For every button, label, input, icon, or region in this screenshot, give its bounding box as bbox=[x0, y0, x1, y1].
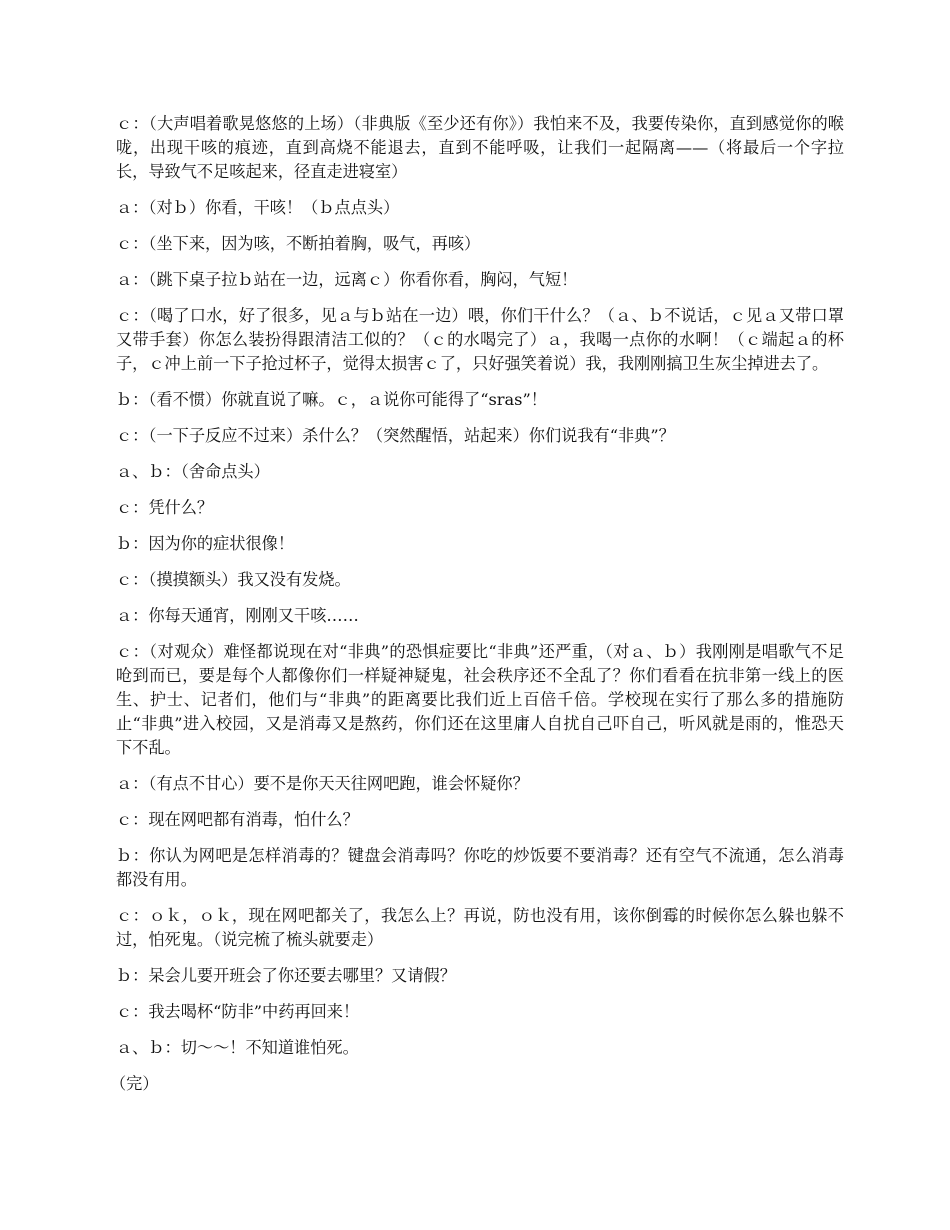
ending-marker: （完） bbox=[110, 1074, 159, 1093]
paragraph: ｃ：（一下子反应不过来）杀什么？（突然醒悟，站起来）你们说我有“非典”？ bbox=[116, 426, 675, 445]
document-body bbox=[110, 112, 844, 1108]
paragraph: ｃ：凭什么？ bbox=[116, 498, 214, 517]
paragraph: ａ、ｂ：（舍命点头） bbox=[116, 462, 270, 481]
paragraph: ａ：（对ｂ）你看，干咳！（ｂ点点头） bbox=[116, 198, 400, 217]
paragraph: ｂ：（看不惯）你就直说了嘛。ｃ，ａ说你可能得了“sras”！ bbox=[116, 390, 547, 409]
paragraph: ｃ：（大声唱着歌晃悠悠的上场）（非典版《至少还有你》）我怕来不及，我要传染你，直到感觉你的喉咙，出现干咳的痕迹，直到高烧不能退去，直到不能呼吸，让我们一起隔离——（将最后一个字拉长，导致气不足咳起来，径直走进寝室） bbox=[116, 114, 844, 181]
paragraph: ｃ：（喝了口水，好了很多，见ａ与ｂ站在一边）喂，你们干什么？（ａ、ｂ不说话，ｃ见ａ又带口罩又带手套）你怎么装扮得跟清洁工似的？（ｃ的水喝完了）ａ，我喝一点你的水啊！（ｃ端起ａ的杯子，ｃ冲上前一下子抢过杯子，觉得太损害ｃ了，只好强笑着说）我，我刚刚搞卫生灰尘掉进去了。 bbox=[116, 306, 844, 373]
paragraph: ｃ：ｏｋ，ｏｋ，现在网吧都关了，我怎么上？再说，防也没有用，该你倒霉的时候你怎么躲也躲不过，怕死鬼。（说完梳了梳头就要走） bbox=[116, 906, 844, 949]
paragraph: ｂ：呆会儿要开班会了你还要去哪里？又请假？ bbox=[116, 966, 456, 985]
paragraph: ｂ：因为你的症状很像！ bbox=[116, 534, 295, 553]
paragraph: ｂ：你认为网吧是怎样消毒的？键盘会消毒吗？你吃的炒饭要不要消毒？还有空气不流通，怎么消毒都没有用。 bbox=[116, 846, 844, 889]
paragraph: ａ、ｂ：切～～！不知道谁怕死。 bbox=[116, 1038, 359, 1057]
paragraph: ｃ：（对观众）难怪都说现在对“非典”的恐惧症要比“非典”还严重，（对ａ、ｂ）我刚刚是唱歌气不足呛到而已，要是每个人都像你们一样疑神疑鬼，社会秩序还不全乱了？你们看看在抗非第一线上的医生、护士、记者们，他们与“非典”的距离要比我们近上百倍千倍。学校现在实行了那么多的措施防止“非典”进入校园，又是消毒又是熬药，你们还在这里庸人自扰自己吓自己，听风就是雨的，惟恐天下不乱。 bbox=[116, 642, 844, 757]
paragraph: ａ：（有点不甘心）要不是你天天往网吧跑，谁会怀疑你？ bbox=[116, 774, 529, 793]
paragraph: ａ：（跳下桌子拉ｂ站在一边，远离ｃ）你看你看，胸闷，气短！ bbox=[116, 270, 578, 289]
paragraph: ｃ：（摸摸额头）我又没有发烧。 bbox=[116, 570, 351, 589]
paragraph: ｃ：现在网吧都有消毒，怕什么？ bbox=[116, 810, 359, 829]
paragraph: ｃ：我去喝杯“防非”中药再回来！ bbox=[116, 1002, 360, 1021]
paragraph: ｃ：（坐下来，因为咳，不断拍着胸，吸气，再咳） bbox=[116, 234, 481, 253]
paragraph: ａ：你每天通宵，刚刚又干咳…… bbox=[116, 606, 359, 625]
